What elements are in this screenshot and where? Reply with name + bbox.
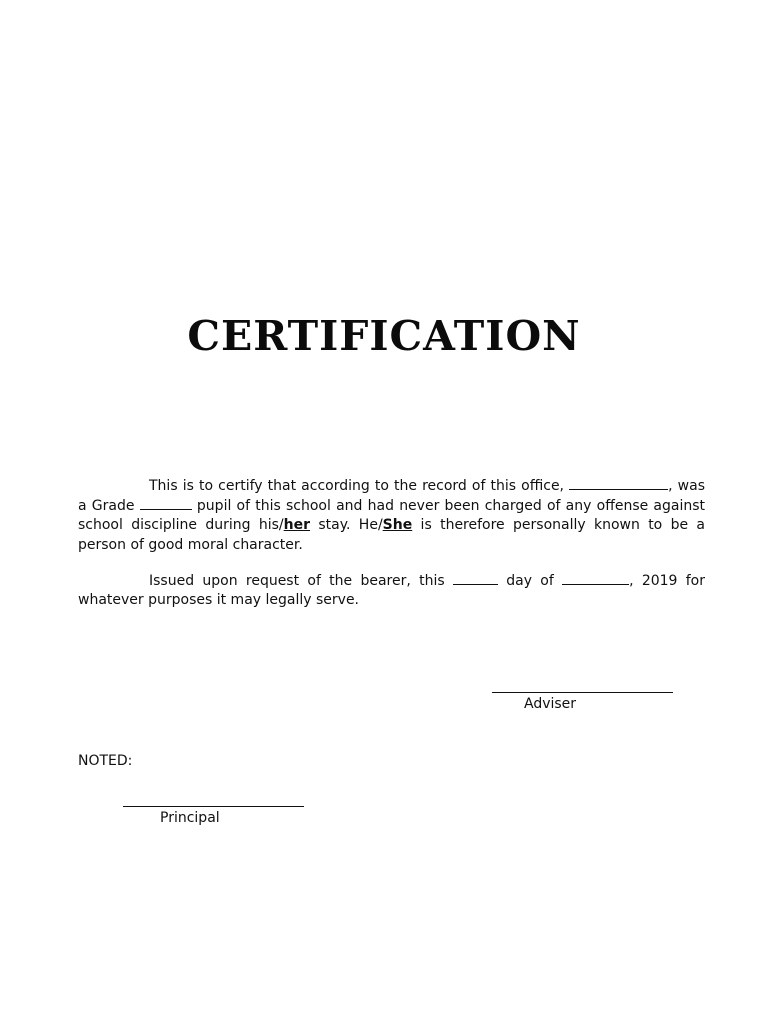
noted-label: NOTED: [78, 753, 133, 769]
character-text: is therefore personally known to be a person of good moral character. [78, 517, 706, 553]
document-title: CERTIFICATION [187, 312, 581, 360]
stay-text: stay. He/ [310, 517, 383, 534]
certification-paragraph [78, 476, 705, 555]
purpose-text: , 2019 for whatever purposes it may legally serve. [78, 573, 705, 609]
adviser-signature-line[interactable] [492, 692, 673, 693]
day-blank[interactable] [453, 571, 498, 585]
day-of-text: day of [506, 573, 554, 589]
month-blank[interactable] [562, 571, 629, 585]
issuance-paragraph [78, 571, 705, 610]
grade-text: , was a Grade [78, 478, 705, 515]
adviser-label: Adviser [524, 696, 577, 712]
issued-text: Issued upon request of the bearer, this [149, 573, 445, 589]
pronoun-she: She [382, 517, 413, 534]
pupil-name-blank[interactable] [569, 476, 668, 490]
principal-label: Principal [160, 810, 220, 826]
certify-text: This is to certify that according to the record of this office, [149, 478, 565, 494]
principal-signature-line[interactable] [123, 806, 304, 807]
grade-blank[interactable] [140, 496, 192, 510]
conduct-text: pupil of this school and had never been charged of any offense against school discipline during his/ [78, 498, 706, 534]
pronoun-her: her [283, 517, 311, 534]
